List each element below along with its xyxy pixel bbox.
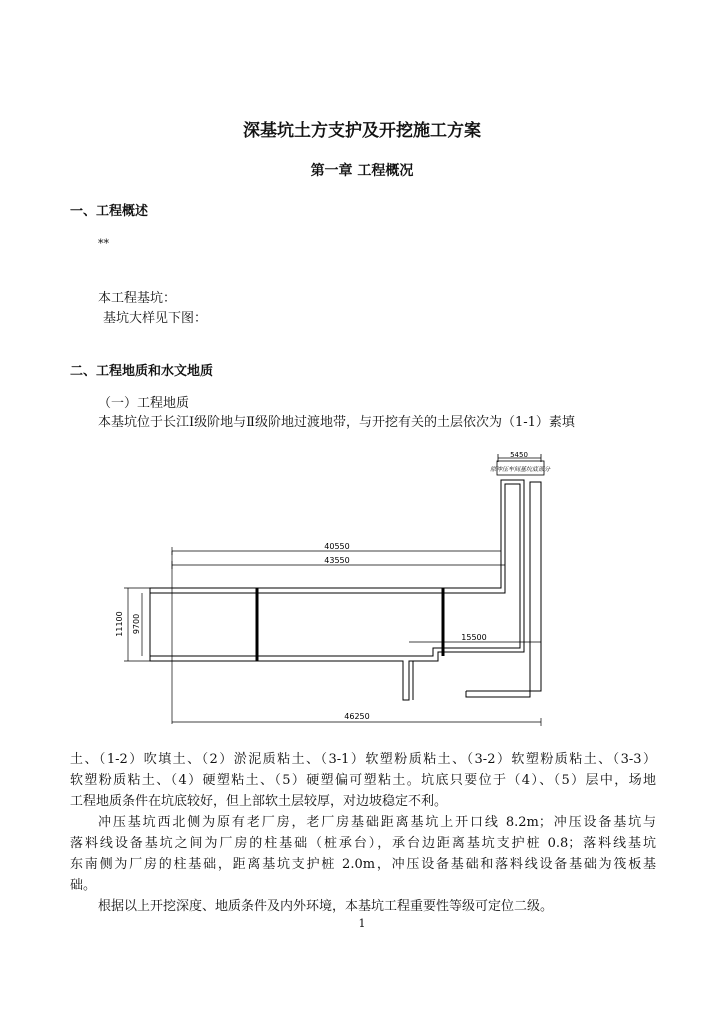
pit-outline — [150, 480, 524, 700]
paragraph-line: 落料线设备基坑之间为厂房的柱基础（桩承台），承台边距离基坑支护桩 0.8；落料线基坑 — [70, 836, 656, 851]
section-heading-geology: 二、工程地质和水文地质 — [70, 364, 214, 379]
paragraph-figure-ref: 基坑大样见下图： — [103, 311, 208, 326]
top-note-text: 原冲压车间基坑底部分 — [489, 466, 551, 473]
pit-inner-line — [150, 484, 520, 656]
chapter-heading: 第一章 工程概况 — [310, 163, 414, 179]
dim-h1-label: 11100 — [115, 611, 124, 637]
subheading-geology: （一）工程地质 — [98, 396, 190, 411]
dim-h2-label: 9700 — [132, 613, 141, 635]
paragraph-line: 冲压基坑西北侧为原有老厂房，老厂房基础距离基坑上开口线 8.2m；冲压设备基坑与 — [98, 815, 656, 830]
dim-b-label: 43550 — [324, 556, 350, 565]
dim-d-label: 46250 — [344, 712, 370, 721]
paragraph-line: 软塑粉质粘土、（4）硬塑粘土、（5）硬塑偏可塑粘土。坑底只要位于（4）、（5）层中，场地 — [70, 773, 656, 788]
dim-a-label: 40550 — [324, 542, 350, 551]
dim-top-width: 5450 — [510, 451, 528, 459]
paragraph-line: 工程地质条件在坑底较好，但上部软土层较厚，对边坡稳定不利。 — [70, 794, 448, 809]
paragraph-line: 土、（1-2）吹填土、（2）淤泥质粘土、（3-1）软塑粉质粘土、（3-2）软塑粉质粘土、（3-3） — [70, 752, 656, 767]
paragraph-line: 础。 — [70, 878, 97, 893]
placeholder-text: ** — [98, 237, 109, 250]
right-corner-box — [466, 482, 541, 697]
dim-c-label: 15500 — [461, 633, 487, 642]
paragraph-pit: 本工程基坑： — [98, 291, 177, 306]
page-number: 1 — [358, 917, 366, 930]
section-heading-overview: 一、工程概述 — [70, 204, 149, 219]
paragraph-intro: 本基坑位于长江Ⅰ级阶地与Ⅱ级阶地过渡地带，与开挖有关的土层依次为（1-1）素填 — [98, 415, 575, 430]
paragraph-line: 根据以上开挖深度、地质条件及内外环境，本基坑工程重要性等级可定位二级。 — [98, 899, 554, 914]
doc-title: 深基坑土方支护及开挖施工方案 — [243, 121, 481, 141]
paragraph-line: 东南侧为厂房的柱基础，距离基坑支护桩 2.0m，冲压设备基础和落料线设备基础为筏板基 — [70, 857, 656, 872]
